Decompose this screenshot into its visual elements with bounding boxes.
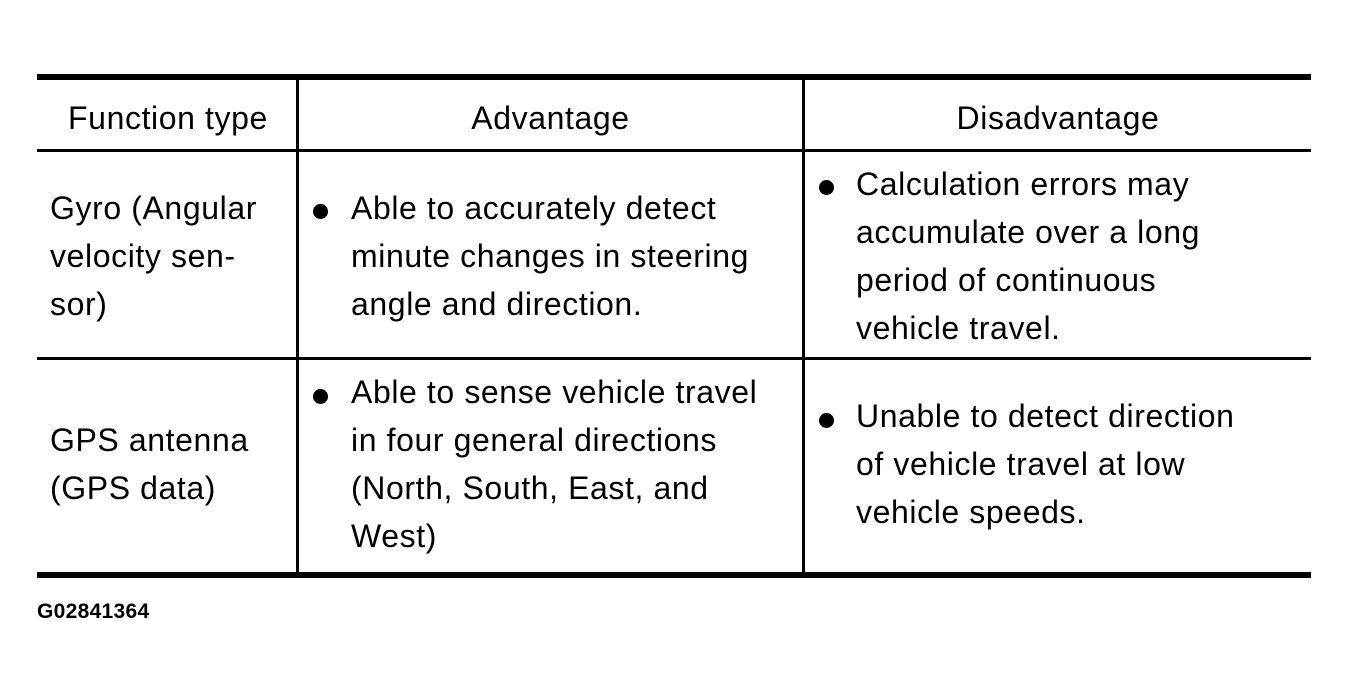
row1-advantage: Able to accurately detect minute changes in steering angle and direction. — [351, 190, 750, 322]
bullet-icon — [313, 389, 328, 404]
figure-id: G02841364 — [37, 600, 150, 623]
comparison-table — [37, 74, 1311, 579]
row1-disadvantage: Calculation errors may accumulate over a long period of continuous vehicle travel. — [856, 166, 1201, 346]
row1-function-type: Gyro (Angular velocity sen- sor) — [50, 190, 257, 322]
row2-advantage: Able to sense vehicle travel in four general directions (North, South, East, and West) — [351, 374, 758, 554]
row2-function-type: GPS antenna (GPS data) — [50, 422, 249, 506]
bullet-icon — [313, 204, 328, 219]
table-top-rule — [37, 74, 1311, 80]
header-function-type: Function type — [68, 100, 268, 136]
row-divider — [37, 357, 1311, 360]
column-divider-1 — [296, 78, 299, 574]
column-divider-2 — [802, 78, 805, 574]
header-disadvantage: Disadvantage — [956, 100, 1160, 136]
bullet-icon — [819, 180, 834, 195]
header-divider — [37, 149, 1311, 152]
bullet-icon — [819, 413, 834, 428]
table-bottom-rule — [37, 572, 1311, 578]
header-advantage: Advantage — [471, 100, 630, 136]
row2-disadvantage: Unable to detect direction of vehicle travel at low vehicle speeds. — [856, 398, 1235, 530]
